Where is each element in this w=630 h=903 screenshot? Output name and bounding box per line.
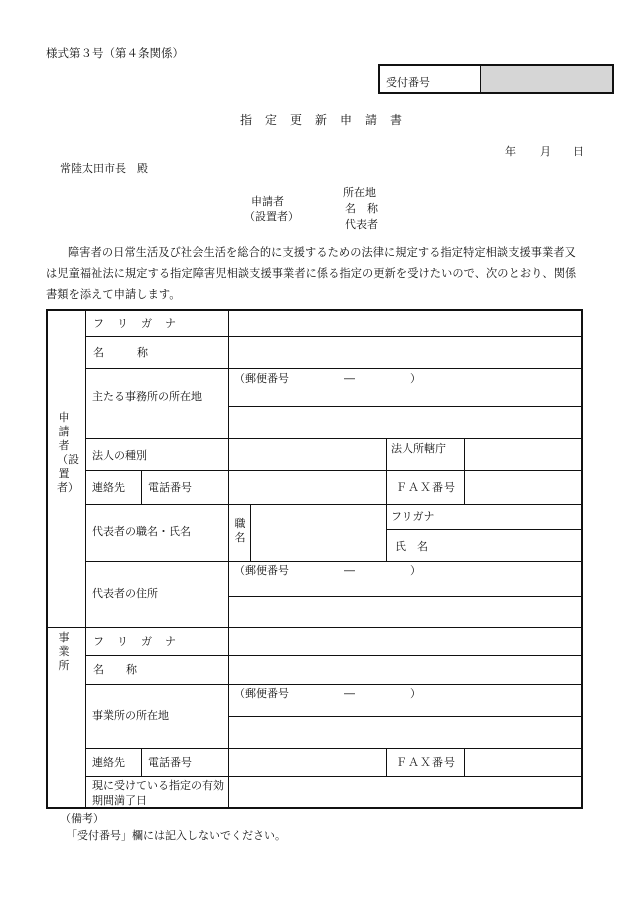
row-line bbox=[85, 561, 583, 562]
date-day: 日 bbox=[573, 145, 584, 158]
contact-divider bbox=[141, 470, 142, 504]
form-number: 様式第３号（第４条関係） bbox=[46, 46, 184, 60]
rep-address-label: 代表者の住所 bbox=[92, 587, 158, 600]
office-contact-divider bbox=[141, 748, 142, 776]
row-line bbox=[85, 368, 583, 369]
rep-full-name-input[interactable] bbox=[386, 529, 583, 561]
office-phone-label: 電話番号 bbox=[148, 756, 192, 769]
furigana-input[interactable] bbox=[228, 309, 583, 336]
current-designation-label: 現に受けている指定の有効期間満了日 bbox=[92, 779, 224, 807]
furigana-label: フ リ ガ ナ bbox=[93, 317, 177, 330]
fax-input[interactable] bbox=[464, 470, 583, 504]
name-input[interactable] bbox=[228, 336, 583, 368]
office-name-label: 名 称 bbox=[93, 663, 137, 676]
corp-fax-divider bbox=[386, 438, 387, 504]
office-section-label: 事業所 bbox=[58, 631, 70, 672]
rep-title-name-label: 代表者の職名・氏名 bbox=[92, 525, 191, 538]
notes-line: 「受付番号」欄には記入しないでください。 bbox=[66, 829, 286, 842]
rep-title-input[interactable] bbox=[250, 504, 386, 561]
phone-input[interactable] bbox=[228, 470, 386, 504]
phone-label: 電話番号 bbox=[148, 481, 192, 494]
installer-label: （設置者） bbox=[244, 210, 299, 223]
main-office-address-input[interactable] bbox=[228, 406, 583, 438]
intro-paragraph: 障害者の日常生活及び社会生活を総合的に支援するための法律に規定する指定特定相談支援事業者又は児童福祉法に規定する指定障害児相談支援事業者に係る指定の更新を受けたいので、次のとおり、関係書類を添えて申請します。 bbox=[46, 246, 577, 301]
jurisdiction-input[interactable] bbox=[464, 438, 583, 470]
contact-label: 連絡先 bbox=[92, 481, 125, 494]
applicant-address-label: 所在地 bbox=[343, 186, 376, 199]
office-phone-input[interactable] bbox=[228, 748, 386, 776]
office-postal-code-field[interactable]: （郵便番号 ― ） bbox=[234, 687, 421, 700]
name-label: 名 称 bbox=[93, 346, 148, 359]
applicant-section-label: 申請者（設置者） bbox=[57, 411, 79, 494]
office-fax-label: ＦＡＸ番号 bbox=[396, 756, 456, 769]
applicant-name-label: 名 称 bbox=[345, 202, 378, 215]
office-fax-input[interactable] bbox=[464, 748, 583, 776]
office-furigana-input[interactable] bbox=[228, 627, 583, 655]
current-designation-input[interactable] bbox=[228, 776, 583, 807]
row-line bbox=[85, 684, 583, 685]
office-address-label: 事業所の所在地 bbox=[92, 709, 169, 722]
corp-type-input[interactable] bbox=[228, 438, 386, 470]
section-divider bbox=[85, 309, 86, 809]
addressee: 常陸太田市長 殿 bbox=[60, 162, 148, 175]
receipt-number-box bbox=[378, 64, 614, 94]
office-furigana-label: フ リ ガ ナ bbox=[93, 635, 177, 648]
page-title: 指 定 更 新 申 請 書 bbox=[240, 113, 403, 127]
rep-address-input[interactable] bbox=[228, 596, 583, 627]
rep-furigana-label: フリガナ bbox=[391, 510, 435, 523]
rep-title-label: 職名 bbox=[234, 517, 246, 544]
date-year: 年 bbox=[505, 145, 516, 158]
main-office-address-label: 主たる事務所の所在地 bbox=[92, 390, 202, 403]
applicant-representative-label: 代表者 bbox=[345, 218, 378, 231]
applicant-label: 申請者 bbox=[251, 195, 284, 208]
receipt-number-field[interactable] bbox=[481, 66, 612, 92]
rep-postal-code-field[interactable]: （郵便番号 ― ） bbox=[234, 564, 421, 577]
jurisdiction-label: 法人所轄庁 bbox=[391, 442, 446, 455]
office-contact-label: 連絡先 bbox=[92, 756, 125, 769]
office-address-input[interactable] bbox=[228, 716, 583, 748]
corp-type-label: 法人の種別 bbox=[92, 449, 147, 462]
date-month: 月 bbox=[540, 145, 551, 158]
postal-code-field[interactable]: （郵便番号 ― ） bbox=[234, 372, 421, 385]
receipt-number-label: 受付番号 bbox=[380, 66, 481, 92]
notes-heading: （備考） bbox=[60, 812, 104, 825]
fax-label: ＦＡＸ番号 bbox=[396, 481, 456, 494]
office-fax-divider bbox=[386, 748, 387, 776]
office-name-input[interactable] bbox=[228, 655, 583, 684]
rep-full-name-label: 氏 名 bbox=[395, 540, 428, 553]
